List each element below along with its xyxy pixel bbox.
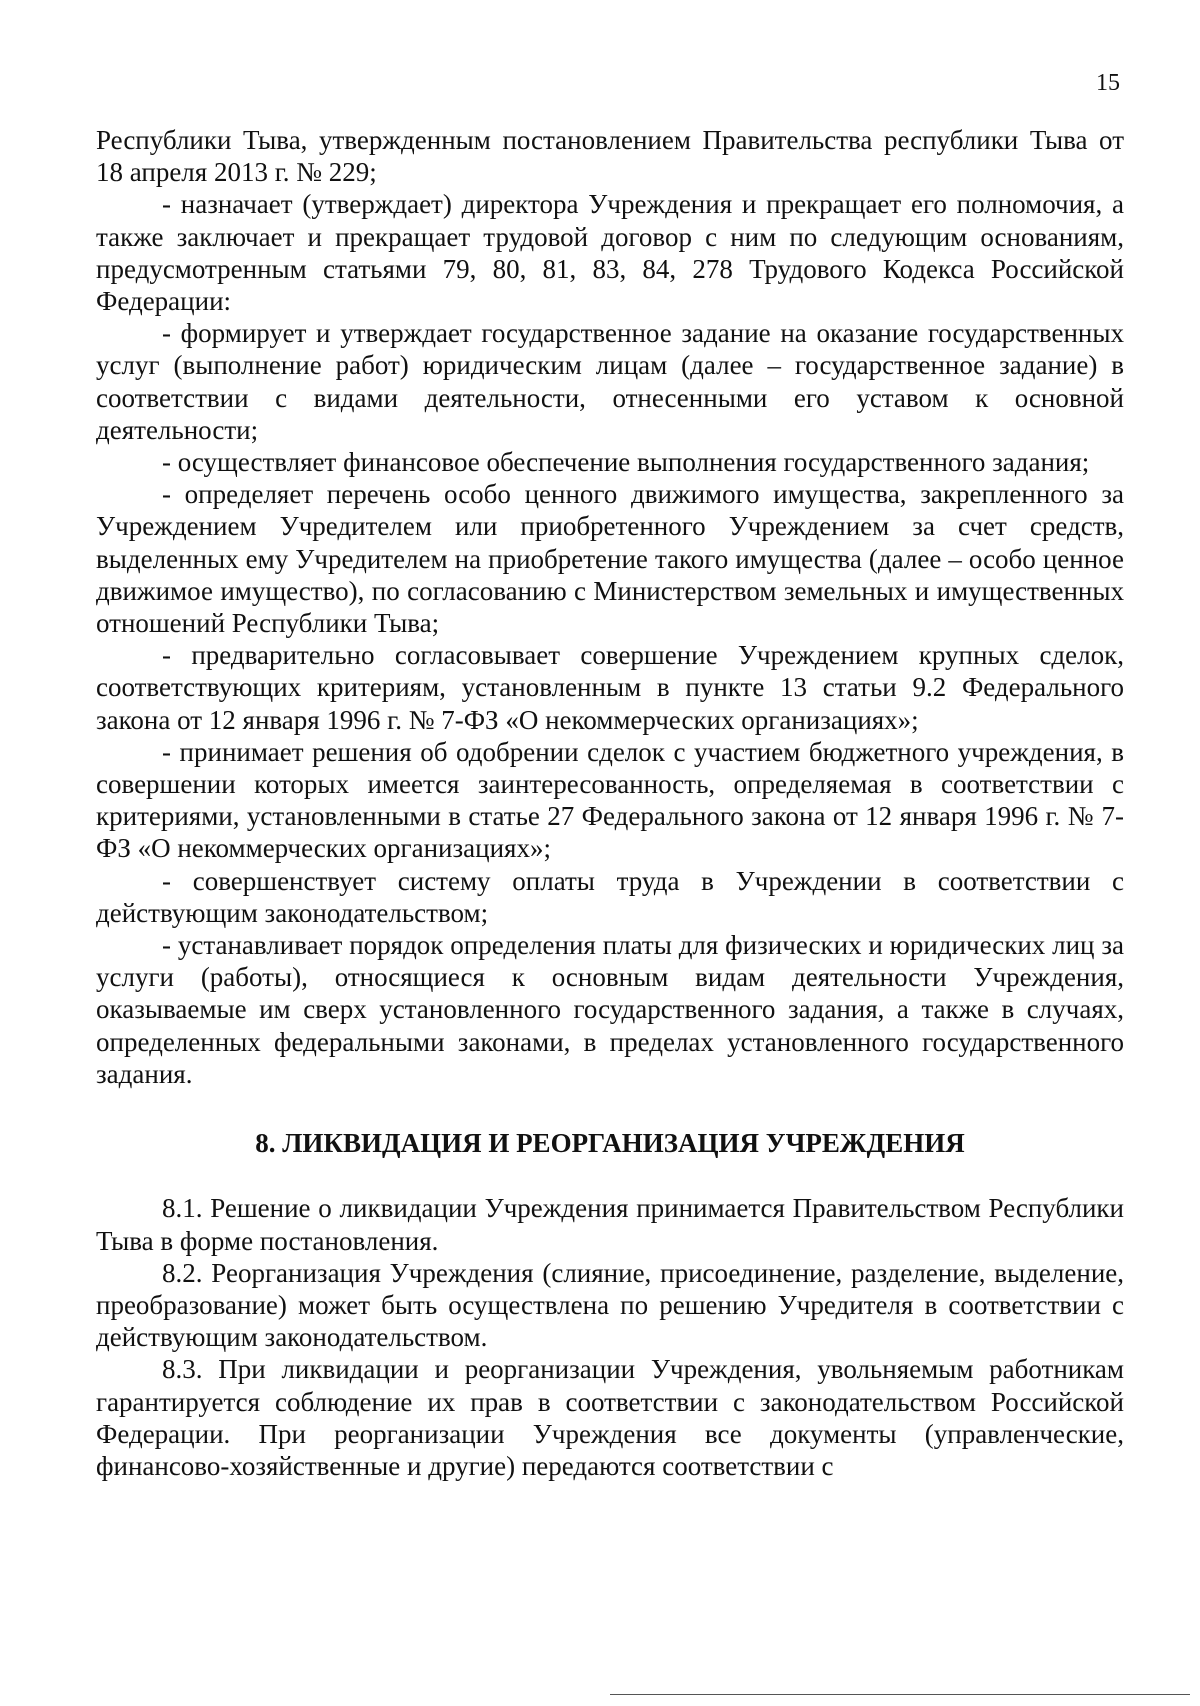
paragraph-state-assignment: - формирует и утверждает государственное задание на оказание государственных услуг (выполнение работ) юридическим лицам (далее – государственное задание) в соответствии с видами деятельности, отнесенными его уставом к основной деятельности; — [96, 318, 1124, 445]
paragraph-director-appointment: - назначает (утверждает) директора Учреждения и прекращает его полномочия, а также заключает и прекращает трудовой договор с ним по следующим основаниям, предусмотренным статьями 79, 80, 81, 83, 84, 278 Трудового Кодекса Российской Федерации: — [96, 189, 1124, 317]
document-body — [96, 124, 1124, 1482]
page-number: 15 — [1096, 70, 1120, 96]
paragraph-8-1: 8.1. Решение о ликвидации Учреждения принимается Правительством Республики Тыва в форме постановления. — [96, 1193, 1124, 1256]
paragraph-major-transactions: - предварительно согласовывает совершение Учреждением крупных сделок, соответствующих критериям, установленным в пункте 13 статьи 9.2 Федерального закона от 12 января 1996 г. № 7-ФЗ «О некоммерческих организациях»; — [96, 640, 1124, 735]
paragraph-interested-transactions: - принимает решения об одобрении сделок с участием бюджетного учреждения, в совершении которых имеется заинтересованность, определяемая в соответствии с критериями, установленными в статье 27 Федерального закона от 12 января 1996 г. № 7-ФЗ «О некоммерческих организациях»; — [96, 736, 1124, 864]
paragraph-fee-procedure: - устанавливает порядок определения платы для физических и юридических лиц за услуги (работы), относящиеся к основным видам деятельности Учреждения, оказываемые им сверх установленного государственного задания, а также в случаях, определенных федеральными законами, в пределах установленного государственного задания. — [96, 930, 1124, 1089]
paragraph-8-3: 8.3. При ликвидации и реорганизации Учреждения, увольняемым работникам гарантируется соблюдение их прав в соответствии с законодательством Российской Федерации. При реорганизации Учреждения все документы (управленческие, финансово-хозяйственные и другие) передаются соответствии с — [96, 1354, 1124, 1481]
paragraph-wage-system: - совершенствует систему оплаты труда в Учреждении в соответствии с действующим законодательством; — [96, 865, 1124, 928]
paragraph-financial-support: - осуществляет финансовое обеспечение выполнения государственного задания; — [162, 447, 1090, 478]
footer-divider — [610, 1694, 1190, 1695]
section-heading: 8. ЛИКВИДАЦИЯ И РЕОРГАНИЗАЦИЯ УЧРЕЖДЕНИЯ — [255, 1128, 965, 1159]
paragraph-continuation: Республики Тыва, утвержденным постановлением Правительства республики Тыва от 18 апреля 2013 г. № 229; — [96, 125, 1124, 188]
paragraph-8-2: 8.2. Реорганизация Учреждения (слияние, присоединение, разделение, выделение, преобразование) может быть осуществлена по решению Учредителя в соответствии с действующим законодательством. — [96, 1257, 1124, 1353]
paragraph-valuable-property: - определяет перечень особо ценного движимого имущества, закрепленного за Учреждением Учредителем или приобретенного Учреждением за счет средств, выделенных ему Учредителем на приобретение такого имущества (далее – особо ценное движимое имущество), по согласованию с Министерством земельных и имущественных отношений Республики Тыва; — [96, 479, 1124, 639]
